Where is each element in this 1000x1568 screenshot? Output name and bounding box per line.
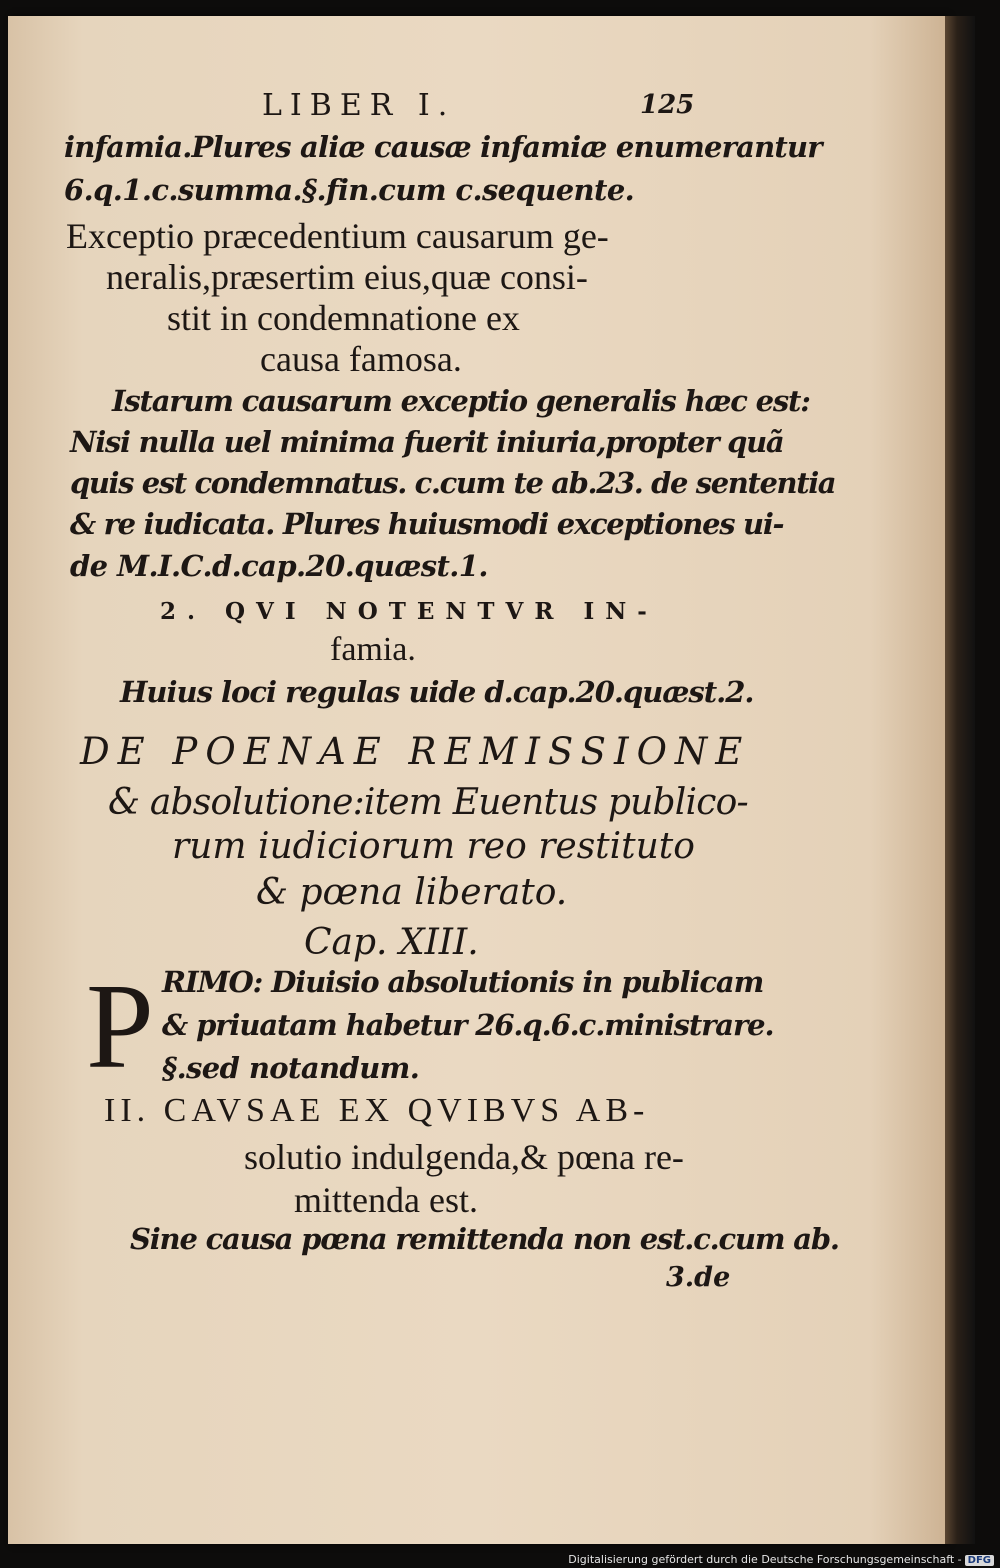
text-line: 6.q.1.c.summa.§.fin.cum c.sequente. — [64, 173, 635, 207]
text-line: RIMO: Diuisio absolutionis in publicam — [162, 965, 764, 999]
text-line: de M.I.C.d.cap.20.quæst.1. — [70, 549, 488, 583]
section-heading: famia. — [330, 631, 416, 668]
text-line: Huius loci regulas uide d.cap.20.quæst.2. — [120, 675, 754, 709]
section-heading: causa famosa. — [260, 339, 462, 379]
running-title: LIBER I. — [262, 88, 456, 123]
text-line: quis est condemnatus. c.cum te ab.23. de sententia — [70, 466, 836, 500]
text-line: §.sed notandum. — [162, 1051, 420, 1085]
text-line: Istarum causarum exceptio generalis hæc est: — [112, 384, 810, 418]
page-number: 125 — [640, 90, 695, 120]
section-heading: 2. QVI NOTENTVR IN- — [160, 598, 658, 625]
dfg-logo: DFG — [965, 1555, 994, 1566]
section-heading: mittenda est. — [294, 1180, 478, 1220]
section-heading: Exceptio præcedentium causarum ge- — [66, 216, 609, 256]
catchword: 3.de — [666, 1262, 731, 1293]
text-line: infamia.Plures aliæ causæ infamiæ enumerantur — [64, 130, 822, 164]
footer-text: Digitalisierung gefördert durch die Deutsche Forschungsgemeinschaft - — [568, 1553, 962, 1566]
page-edge — [945, 16, 975, 1544]
chapter-title: DE POENAE REMISSIONE — [80, 730, 751, 773]
drop-cap: P — [86, 959, 154, 1094]
section-heading: solutio indulgenda,& pœna re- — [244, 1137, 684, 1177]
chapter-title: & pœna liberato. — [256, 872, 568, 913]
section-heading: neralis,præsertim eius,quæ consi- — [106, 257, 588, 297]
text-line: Sine causa pœna remittenda non est.c.cum ab. — [130, 1222, 839, 1256]
footer-credit — [568, 1553, 994, 1566]
section-heading: stit in condemnatione ex — [167, 298, 520, 338]
section-heading: II. CAVSAE EX QVIBVS AB- — [104, 1092, 650, 1129]
chapter-title: rum iudiciorum reo restituto — [172, 826, 695, 867]
text-line: & re iudicata. Plures huiusmodi exceptiones ui- — [70, 507, 784, 541]
text-line: & priuatam habetur 26.q.6.c.ministrare. — [162, 1008, 774, 1042]
text-line: Nisi nulla uel minima fuerit iniuria,propter quã — [70, 425, 784, 459]
chapter-number: Cap. XIII. — [304, 922, 479, 963]
chapter-title: & absolutione:item Euentus publico- — [108, 782, 748, 823]
